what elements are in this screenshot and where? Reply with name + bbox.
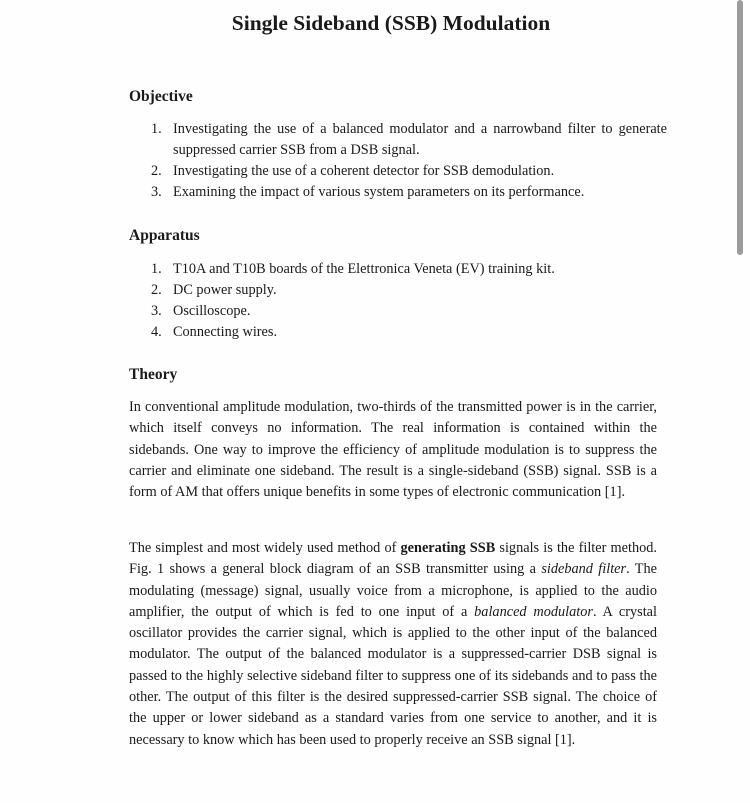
emphasis-italic: balanced modulator: [474, 603, 593, 620]
theory-heading: Theory: [129, 366, 178, 383]
objective-heading: Objective: [129, 88, 193, 105]
list-item: 1. Investigating the use of a balanced modulator and a narrowband filter to generate suppressed carrier SSB from a DSB signal.: [151, 121, 667, 158]
objective-list: [151, 119, 667, 203]
list-item: 4. Connecting wires.: [151, 324, 278, 340]
list-item: 1. T10A and T10B boards of the Elettronica Veneta (EV) training kit.: [151, 261, 555, 277]
emphasis-bold: generating SSB: [400, 540, 496, 556]
vertical-scrollbar[interactable]: [737, 0, 743, 255]
list-item: 3. Examining the impact of various system parameters on its performance.: [151, 184, 585, 200]
list-item: 2. Investigating the use of a coherent detector for SSB demodulation.: [151, 163, 555, 179]
list-item: 3. Oscilloscope.: [151, 303, 251, 319]
list-item: 2. DC power supply.: [151, 282, 277, 298]
apparatus-heading: Apparatus: [129, 227, 200, 244]
apparatus-list: [151, 259, 667, 343]
theory-paragraph-2: The simplest and most widely used method of generating SSB signals is the filter method. Fig. 1 shows a general block diagram of an SSB transmitter using a sideband filter. The modulating (message) signal, usually voice from a microphone, is applied to the audio amplifier, the output of which is fed to one input of a balanced modulator. A crystal oscillator provides the carrier signal, which is applied to the other input of the balanced modulator. The output of the balanced modulator is a suppressed-carrier DSB signal is passed to the highly selective sideband filter to suppress one of its sidebands and to pass the other. The output of this filter is the desired suppressed-carrier SSB signal. The choice of the upper or lower sideband as a standard varies from one service to another, and it is necessary to know which has been used to properly receive an SSB signal [1].: [129, 540, 657, 748]
page-title: Single Sideband (SSB) Modulation: [231, 11, 551, 35]
theory-paragraph-1: In conventional amplitude modulation, two-thirds of the transmitted power is in the carrier, which itself conveys no information. The real information is contained within the sidebands. One way to improve the efficiency of amplitude modulation is to suppress the carrier and eliminate one sideband. The result is a single-sideband (SSB) signal. SSB is a form of AM that offers unique benefits in some types of electronic communication [1].: [129, 399, 657, 501]
emphasis-italic: sideband filter: [541, 561, 627, 578]
